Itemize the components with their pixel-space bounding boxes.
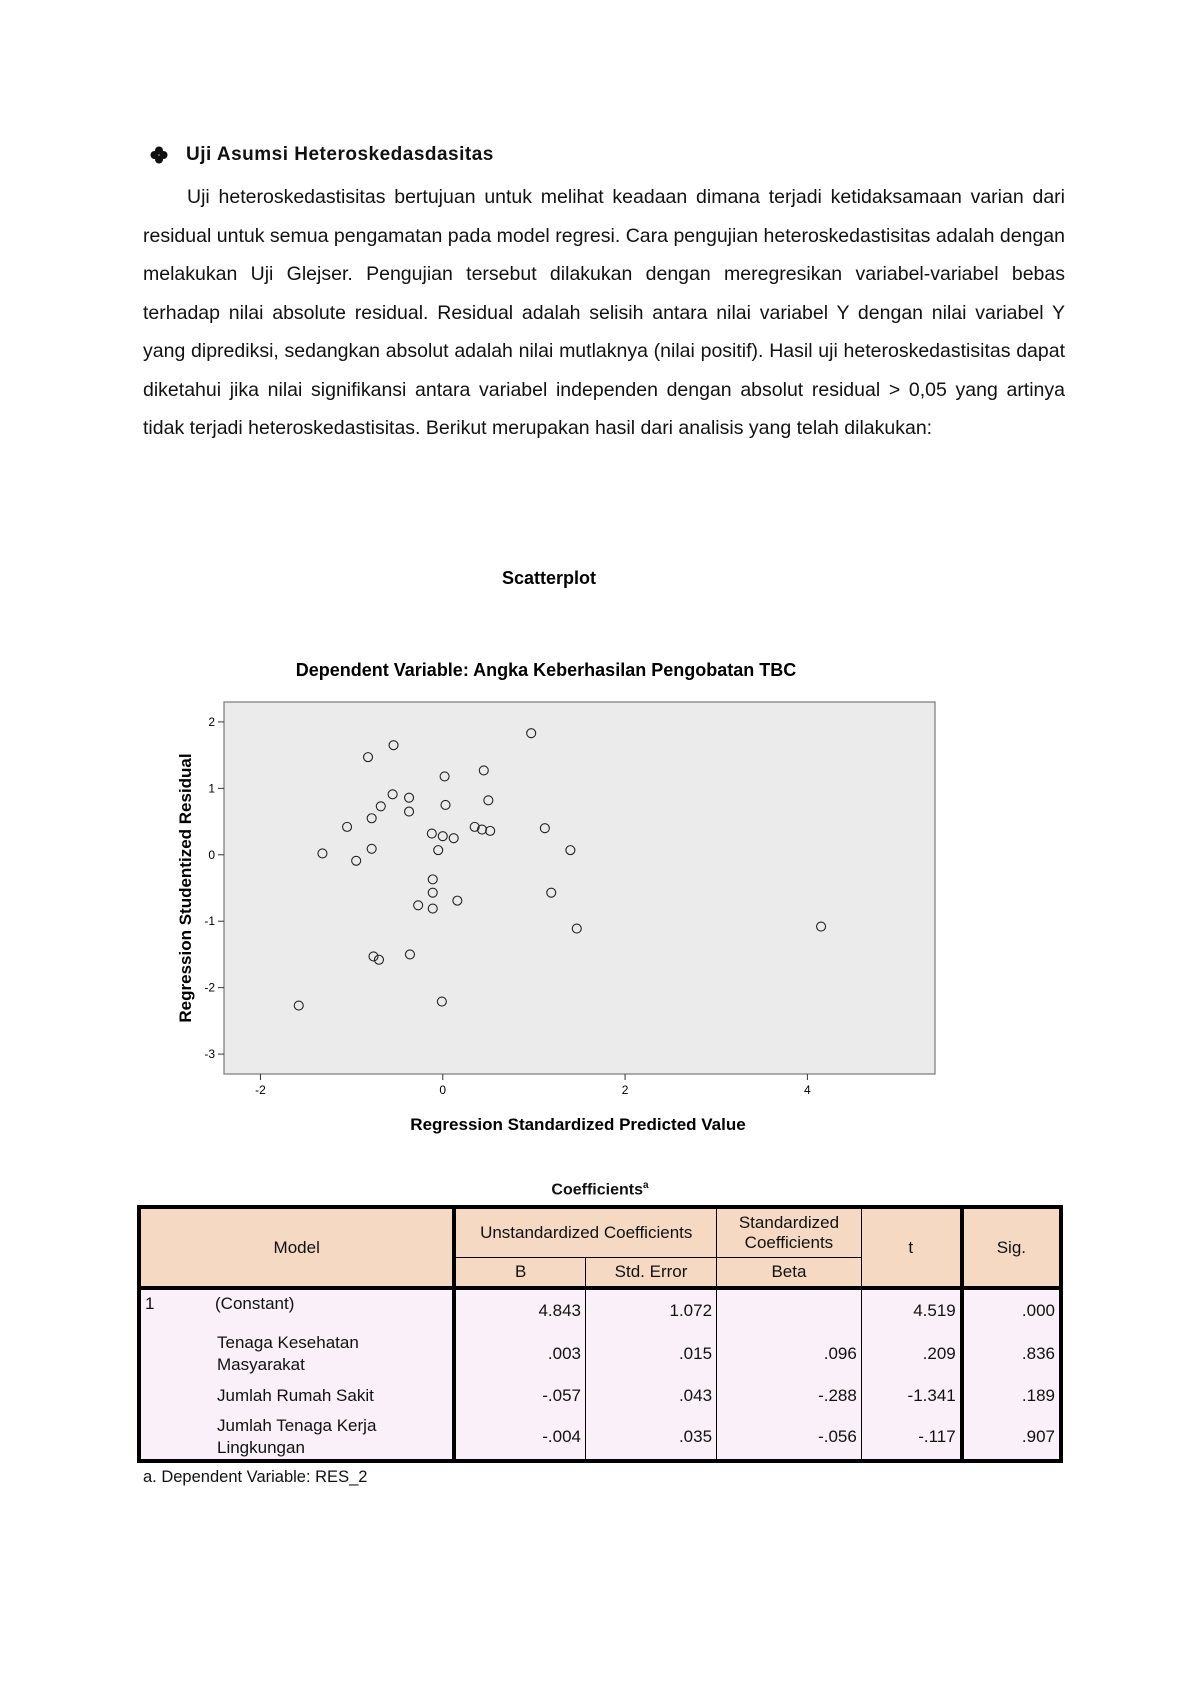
cell-t: -.117 (861, 1415, 961, 1461)
cell-t: .209 (861, 1331, 961, 1377)
y-tick-label: -1 (204, 914, 215, 929)
cell-std-error: .015 (585, 1331, 716, 1377)
header-unstandardized: Unstandardized Coefficients (454, 1207, 716, 1257)
cell-sig: .189 (962, 1377, 1061, 1415)
cell-b: .003 (454, 1331, 585, 1377)
cell-b: 4.843 (454, 1288, 585, 1331)
y-tick-label: -2 (204, 980, 215, 995)
table-title-text: Coefficients (551, 1181, 643, 1199)
table-row (139, 1331, 1061, 1377)
x-tick-label: 4 (804, 1083, 811, 1097)
header-standardized: Standardized Coefficients (717, 1207, 862, 1257)
row-label-text: Jumlah Rumah Sakit (217, 1386, 374, 1405)
y-axis-label: Regression Studentized Residual (176, 753, 195, 1023)
row-label-text: Jumlah Tenaga Kerja Lingkungan (217, 1416, 377, 1457)
coefficients-table (137, 1205, 1063, 1463)
chart-title: Scatterplot (501, 568, 597, 588)
cell-std-error: .035 (585, 1415, 716, 1461)
body-paragraph: Uji heteroskedastisitas bertujuan untuk melihat keadaan dimana terjadi ketidaksamaan varian dari residual untuk semua pengamatan pada model regresi. Cara pengujian heteroskedastisitas adalah dengan melakukan Uji Glejser. Pengujian tersebut dilakukan dengan meregresikan variabel-variabel bebas terhadap nilai absolute residual. Residual adalah selisih antara nilai variabel Y dengan nilai variabel Y yang diprediksi, sedangkan absolut adalah nilai mutlaknya (nilai positif). Hasil uji heteroskedastisitas dapat diketahui jika nilai signifikansi antara variabel independen dengan absolut residual > 0,05 yang artinya tidak terjadi heteroskedastisitas. Berikut merupakan hasil dari analisis yang telah dilakukan: (143, 186, 1065, 439)
y-tick-label: -3 (204, 1047, 215, 1062)
y-tick-label: 2 (208, 714, 215, 729)
header-std-error: Std. Error (585, 1257, 716, 1288)
row-label (139, 1331, 454, 1377)
header-sig: Sig. (962, 1207, 1061, 1288)
cell-sig: .836 (962, 1331, 1061, 1377)
table-row (139, 1415, 1061, 1461)
cell-std-error: .043 (585, 1377, 716, 1415)
table-row (139, 1377, 1061, 1415)
cell-beta: -.288 (717, 1377, 862, 1415)
table-row (139, 1288, 1061, 1331)
y-tick-label: 1 (208, 781, 215, 796)
y-tick-label: 0 (208, 847, 215, 862)
cell-b: -.057 (454, 1377, 585, 1415)
header-beta: Beta (717, 1257, 862, 1288)
x-axis-label: Regression Standardized Predicted Value (410, 1115, 746, 1134)
row-label-text: Tenaga Kesehatan Masyarakat (217, 1333, 359, 1374)
cell-sig: .907 (962, 1415, 1061, 1461)
table-footnote: a. Dependent Variable: RES_2 (143, 1468, 368, 1486)
cell-std-error: 1.072 (585, 1288, 716, 1331)
cell-sig: .000 (962, 1288, 1061, 1331)
table-title-sup: a (643, 1180, 649, 1191)
row-label (139, 1377, 454, 1415)
x-tick-label: -2 (255, 1083, 266, 1097)
header-b: B (454, 1257, 585, 1288)
row-label (139, 1288, 454, 1331)
section-heading-text: Uji Asumsi Heteroskedasdasitas (186, 144, 494, 165)
x-tick-label: 2 (621, 1083, 629, 1097)
table-title (0, 1180, 1200, 1199)
cell-b: -.004 (454, 1415, 585, 1461)
header-t: t (861, 1207, 961, 1288)
header-model: Model (139, 1207, 454, 1288)
row-label (139, 1415, 454, 1461)
cell-beta: -.056 (717, 1415, 862, 1461)
x-tick-label: 0 (439, 1083, 447, 1097)
model-number: 1 (145, 1294, 155, 1313)
cell-t: 4.519 (861, 1288, 961, 1331)
cell-t: -1.341 (861, 1377, 961, 1415)
cell-beta (717, 1288, 862, 1331)
cell-beta: .096 (717, 1331, 862, 1377)
chart-subtitle: Dependent Variable: Angka Keberhasilan Pengobatan TBC (295, 660, 797, 680)
plot-area (224, 702, 935, 1074)
row-label-text: (Constant) (215, 1294, 295, 1313)
